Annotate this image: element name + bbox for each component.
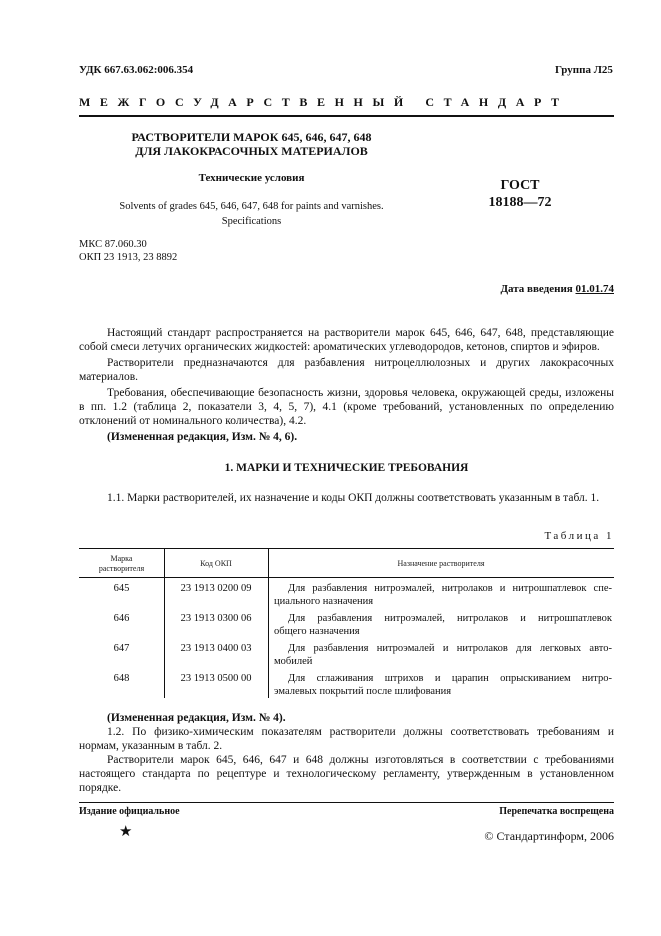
paragraph-1-2: 1.2. По физико-химическим показателям растворители должны соответствовать требованиям и нормам, указанным в табл. 2.	[79, 726, 614, 752]
banner-rule	[79, 115, 614, 117]
purpose-line-1: Для сглаживания штрихов и царапин опрыскиванием нитро-	[288, 673, 612, 684]
official-edition: Издание официальное	[79, 806, 180, 817]
purpose-line-1: Для разбавления нитроэмалей, нитролаков и нитрошпатлевок	[288, 613, 612, 624]
column-header-grade-line-2: растворителя	[98, 564, 145, 573]
table-top-rule	[79, 548, 614, 549]
document-title	[79, 130, 424, 158]
intro-paragraph-1: Настоящий стандарт распространяется на растворители марок 645, 646, 647, 648, представляющие собой смеси летучих органических жидкостей: ароматических углеводородов, кетонов, спиртов и эфиров.	[79, 327, 614, 353]
table-row-code: 23 1913 0400 03	[180, 643, 252, 654]
purpose-line-2: эмалевых покрытий после шлифования	[274, 686, 452, 697]
introduction-date	[470, 283, 614, 295]
udk-code: УДК 667.63.062:006.354	[79, 64, 194, 76]
interstate-standard-banner	[79, 95, 639, 110]
purpose-line-1: Для разбавления нитроэмалей, нитролаков и нитрошпатлевок спе-	[288, 583, 612, 594]
section-1-heading: 1. МАРКИ И ТЕХНИЧЕСКИЕ ТРЕБОВАНИЯ	[224, 462, 469, 474]
title-line-1: РАСТВОРИТЕЛИ МАРОК 645, 646, 647, 648	[131, 130, 372, 144]
reprint-notice: Перепечатка воспрещена	[499, 806, 614, 817]
gost-designation	[460, 177, 580, 211]
introduction-date-label: Дата введения	[500, 283, 573, 295]
star-icon: ★	[119, 822, 133, 840]
purpose-line-1: Для разбавления нитроэмалей и нитролаков для легковых авто-	[288, 643, 612, 654]
okp-code: ОКП 23 1913, 23 8892	[79, 252, 178, 263]
footer-rule	[79, 802, 614, 803]
introduction-date-value: 01.01.74	[575, 283, 614, 295]
section-1-2	[79, 725, 614, 795]
gost-number: 18188—72	[488, 195, 552, 210]
copyright: © Стандартинформ, 2006	[484, 829, 614, 843]
table-amendment: (Измененная редакция, Изм. № 4).	[107, 712, 286, 724]
table-row-purpose	[274, 642, 612, 668]
table-row-grade: 647	[113, 643, 130, 654]
classification-codes	[79, 238, 177, 264]
table-row-code: 23 1913 0300 06	[180, 613, 252, 624]
paragraph-1-2-continued: Растворители марок 645, 646, 647 и 648 должны изготовляться в соответствии с требованиями настоящего стандарта по рецептуре и технологическому регламенту, утвержденным в установленном порядке.	[79, 754, 614, 794]
group-code: Группа Л25	[555, 64, 613, 76]
table-row-purpose	[274, 612, 612, 638]
subtitle: Технические условия	[198, 172, 305, 184]
table-row-grade: 645	[113, 583, 130, 594]
purpose-line-2: мобилей	[274, 656, 313, 667]
table-divider-2-body	[268, 577, 269, 698]
table-1-caption: Таблица 1	[544, 530, 614, 542]
column-header-grade	[79, 554, 164, 574]
column-header-purpose: Назначение растворителя	[397, 559, 485, 568]
table-row-grade: 646	[113, 613, 130, 624]
english-title	[79, 199, 424, 229]
intro-amendment: (Измененная редакция, Изм. № 4, 6).	[107, 431, 298, 443]
purpose-line-2: общего назначения	[274, 626, 360, 637]
gost-label: ГОСТ	[500, 178, 540, 193]
intro-paragraph-2: Растворители предназначаются для разбавления нитроцеллюлозных и других лакокрасочных материалов.	[79, 357, 614, 383]
table-row-purpose	[274, 582, 612, 608]
mks-code: МКС 87.060.30	[79, 239, 147, 250]
table-row-code: 23 1913 0500 00	[180, 673, 252, 684]
table-row-code: 23 1913 0200 09	[180, 583, 252, 594]
english-title-line-2: Specifications	[221, 216, 282, 227]
column-header-grade-line-1: Марка	[110, 554, 133, 563]
table-row-grade: 648	[113, 673, 130, 684]
column-header-code: Код ОКП	[200, 559, 232, 568]
section-1-paragraph: 1.1. Марки растворителей, их назначение и коды ОКП должны соответствовать указанным в табл. 1.	[107, 492, 600, 504]
purpose-line-2: циального назначения	[274, 596, 374, 607]
table-row-purpose	[274, 672, 612, 698]
english-title-line-1: Solvents of grades 645, 646, 647, 648 for paints and varnishes.	[119, 201, 384, 212]
intro-text	[79, 326, 614, 444]
intro-paragraph-3: Требования, обеспечивающие безопасность жизни, здоровья человека, окружающей среды, изложены в пп. 1.2 (таблица 2, показатели 3, 4, 5, 7), 4.1 (кроме требований, установленных по определению отклонений от номинального количества), 4.2.	[79, 387, 614, 427]
table-header-rule	[79, 577, 614, 578]
title-line-2: ДЛЯ ЛАКОКРАСОЧНЫХ МАТЕРИАЛОВ	[135, 144, 368, 158]
banner-text: МЕЖГОСУДАРСТВЕННЫЙ СТАНДАРТ	[79, 95, 569, 109]
